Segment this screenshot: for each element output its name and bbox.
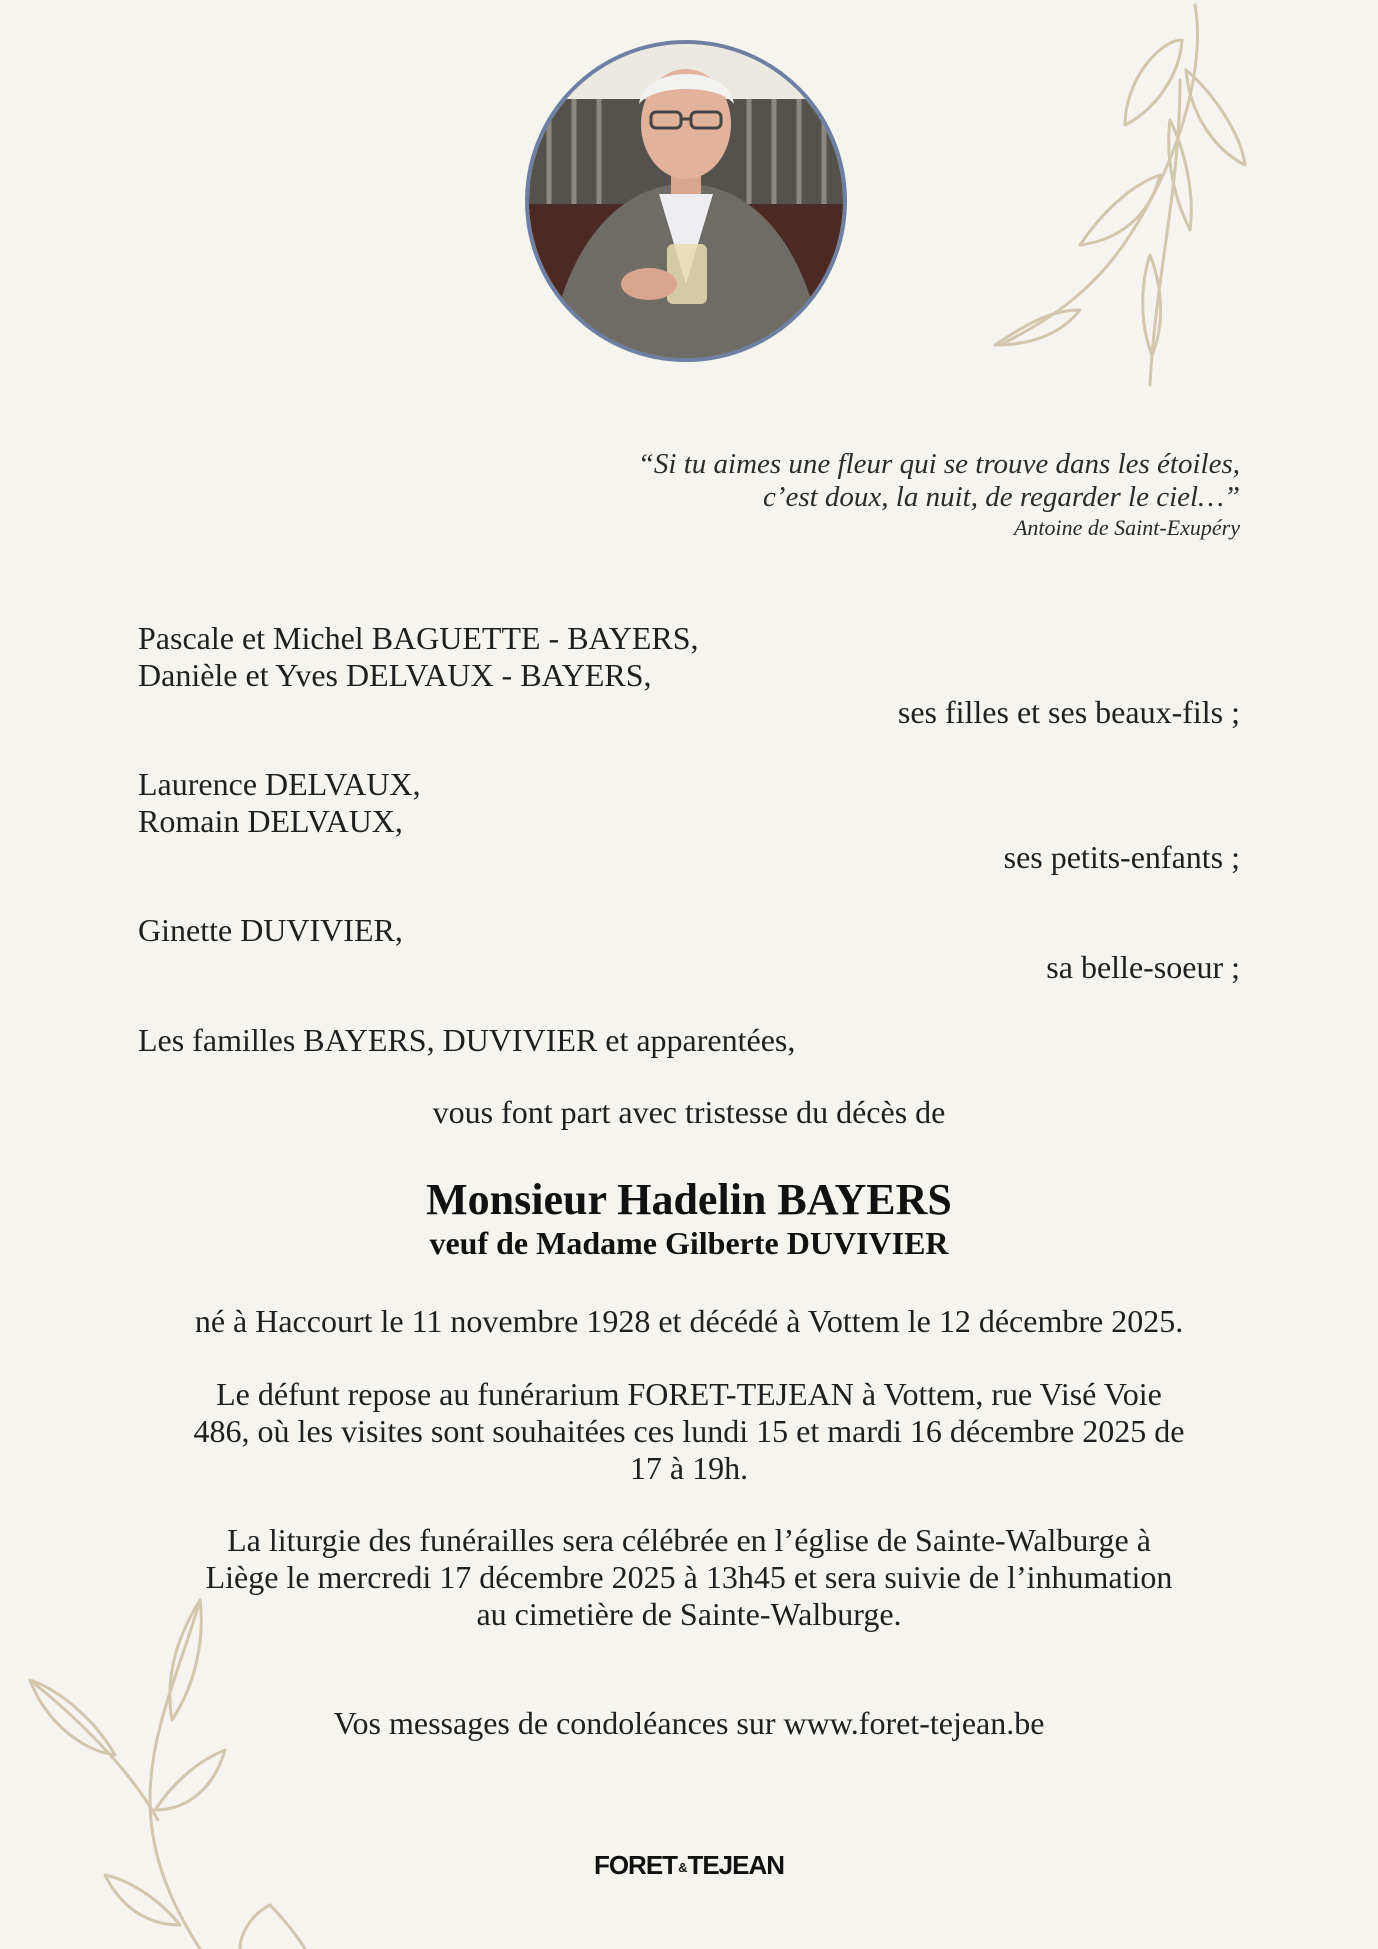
grandchildren-names: [138, 766, 421, 840]
sister-in-law-label: sa belle-soeur ;: [1046, 949, 1240, 985]
visitation-line: 486, où les visites sont souhaitées ces lundi 15 et mardi 16 décembre 2025 de: [193, 1413, 1185, 1449]
funeral-paragraph: [138, 1522, 1240, 1633]
daughter-line: Pascale et Michel BAGUETTE - BAYERS,: [138, 620, 699, 656]
leaf-branch-top-right: [980, 0, 1280, 400]
portrait-photo: [525, 40, 847, 362]
funeral-line: La liturgie des funérailles sera célébrée en l’église de Sainte-Walburge à: [227, 1522, 1151, 1558]
visitation-line: 17 à 19h.: [629, 1450, 749, 1486]
visitation-line: Le défunt repose au funérarium FORET-TEJEAN à Vottem, rue Visé Voie: [216, 1376, 1162, 1412]
grandchild-line: Laurence DELVAUX,: [138, 766, 421, 802]
deceased-name: Monsieur Hadelin BAYERS: [426, 1175, 952, 1224]
daughters-label: ses filles et ses beaux-fils ;: [897, 694, 1240, 730]
families-line: Les familles BAYERS, DUVIVIER et apparentées,: [138, 1022, 796, 1058]
widow-of-line: veuf de Madame Gilberte DUVIVIER: [429, 1225, 949, 1261]
logo-left: FORET: [593, 1850, 678, 1880]
logo-amp: &: [678, 1859, 687, 1875]
quote-line-1: “Si tu aimes une fleur qui se trouve dans les étoiles,: [637, 448, 1240, 480]
visitation-paragraph: [138, 1376, 1240, 1487]
quote-author: Antoine de Saint-Exupéry: [1013, 515, 1240, 540]
funeral-line: Liège le mercredi 17 décembre 2025 à 13h45 et sera suivie de l’inhumation: [205, 1559, 1173, 1595]
sister-in-law-name: Ginette DUVIVIER,: [138, 912, 403, 948]
daughter-line: Danièle et Yves DELVAUX - BAYERS,: [138, 657, 652, 693]
logo-right: TEJEAN: [687, 1850, 785, 1880]
grandchildren-label: ses petits-enfants ;: [1003, 839, 1240, 875]
daughters-names: [138, 620, 699, 694]
foret-tejean-logo: [0, 1850, 1378, 1881]
birth-death-line: né à Haccourt le 11 novembre 1928 et décédé à Vottem le 12 décembre 2025.: [194, 1303, 1184, 1339]
deceased-block: [138, 1176, 1240, 1262]
announcement-line: vous font part avec tristesse du décès de: [432, 1094, 946, 1130]
grandchild-line: Romain DELVAUX,: [138, 803, 403, 839]
funeral-line: au cimetière de Sainte-Walburge.: [476, 1596, 902, 1632]
condolences-line: Vos messages de condoléances sur www.foret-tejean.be: [333, 1705, 1045, 1741]
quote-line-2: c’est doux, la nuit, de regarder le ciel…”: [762, 481, 1240, 513]
epigraph-quote: [638, 448, 1240, 542]
